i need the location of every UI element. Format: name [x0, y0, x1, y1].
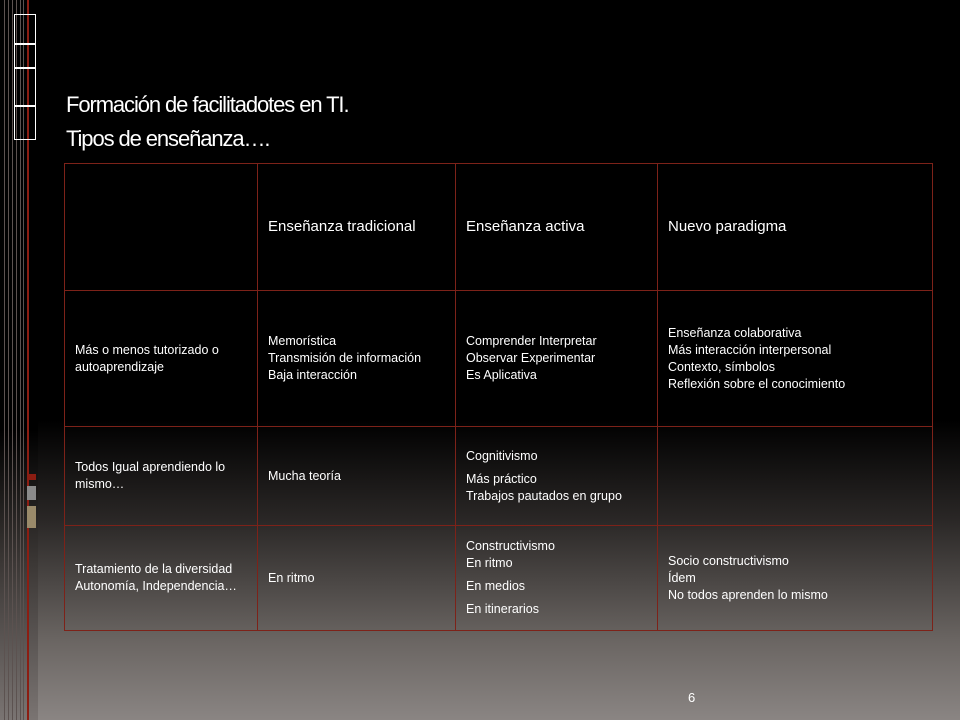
row1-paradigm-line: Más interacción interpersonal: [668, 342, 832, 357]
page-number: 6: [688, 690, 696, 705]
header-new-paradigm: Nuevo paradigma: [658, 164, 933, 291]
row2-active-line: Trabajos pautados en grupo: [466, 488, 622, 503]
row1-active-line: Es Aplicativa: [466, 368, 537, 382]
row2-active-line: Cognitivismo: [466, 448, 538, 463]
row3-active-line: Constructivismo: [466, 539, 555, 553]
grid-decoration-icon: [14, 14, 36, 154]
row3-active-cell: [456, 526, 658, 631]
row3-traditional: En ritmo: [258, 526, 456, 631]
row3-label-line: Tratamiento de la diversidad: [75, 562, 233, 576]
decoration-block-gray: [27, 486, 36, 500]
row3-paradigm-line: Socio constructivismo: [668, 553, 789, 568]
row3-paradigm-line: Ídem: [668, 570, 696, 585]
header-active: Enseñanza activa: [456, 164, 658, 291]
row1-traditional-line: Memorística: [268, 334, 337, 348]
title-line-2: Tipos de enseñanza….: [66, 126, 270, 151]
row1-paradigm-cell: [658, 291, 933, 427]
row2-paradigm-empty: [658, 427, 933, 526]
slide-title: [66, 88, 348, 156]
table-header-row: [65, 164, 933, 291]
row3-paradigm-cell: [658, 526, 933, 631]
table-row: [65, 291, 933, 427]
row2-label: Todos Igual aprendiendo lo mismo…: [65, 427, 258, 526]
row1-active-line: Observar Experimentar: [466, 351, 596, 365]
table-row: [65, 526, 933, 631]
table-row: [65, 427, 933, 526]
row1-active-cell: [456, 291, 658, 427]
header-traditional: Enseñanza tradicional: [258, 164, 456, 291]
row2-traditional: Mucha teoría: [258, 427, 456, 526]
header-empty-cell: [65, 164, 258, 291]
row1-active-line: Comprender Interpretar: [466, 334, 597, 348]
row3-label-line: Autonomía, Independencia…: [75, 579, 237, 593]
row1-traditional-line: Transmisión de información: [268, 351, 422, 365]
row3-active-line: En medios: [466, 579, 526, 593]
row1-paradigm-line: Reflexión sobre el conocimiento: [668, 376, 846, 391]
decoration-block-red: [27, 474, 36, 480]
title-line-1: Formación de facilitadotes en TI.: [66, 92, 349, 117]
row2-active-cell: [456, 427, 658, 526]
row2-active-line: Más práctico: [466, 471, 537, 486]
row1-label: Más o menos tutorizado o autoaprendizaje: [65, 291, 258, 427]
row1-paradigm-line: Contexto, símbolos: [668, 359, 775, 374]
decoration-block-tan: [27, 506, 36, 528]
row3-paradigm-line: No todos aprenden lo mismo: [668, 587, 828, 602]
row1-traditional-line: Baja interacción: [268, 368, 357, 382]
row3-active-line: En ritmo: [466, 556, 513, 570]
teaching-types-table: [64, 163, 933, 631]
row3-active-line: En itinerarios: [466, 602, 539, 616]
row3-label-cell: [65, 526, 258, 631]
row1-traditional-cell: [258, 291, 456, 427]
row1-paradigm-line: Enseñanza colaborativa: [668, 325, 802, 340]
